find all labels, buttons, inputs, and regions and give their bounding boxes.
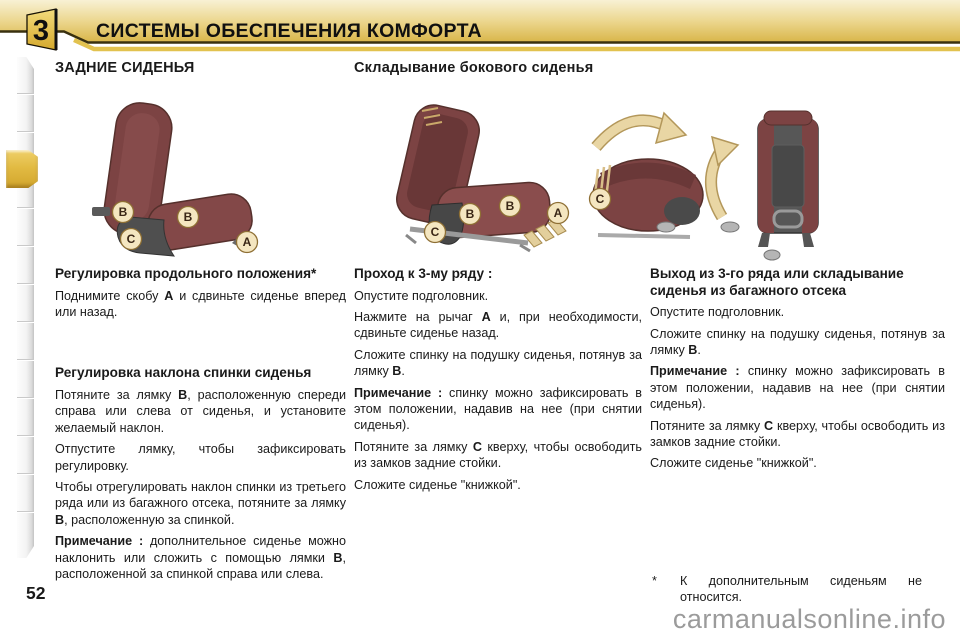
label-letter: C xyxy=(595,192,605,206)
section-title-rear-seats: ЗАДНИЕ СИДЕНЬЯ xyxy=(55,60,195,76)
paragraph: Потяните за лямку В, расположенную спереди справа или слева от сиденья, и установите желаемый наклон. xyxy=(55,388,346,435)
paragraph: Сложите сиденье "книжкой". xyxy=(650,456,817,471)
callout-label xyxy=(548,203,569,224)
sidebar-section-divider xyxy=(17,435,34,436)
figure-seat-side-view xyxy=(92,100,255,256)
text-column-middle xyxy=(354,266,642,498)
callout-label xyxy=(425,222,446,243)
sidebar-section-divider xyxy=(17,245,34,246)
paragraph: Примечание : дополнительное сиденье можно наклонить или сложить с помощью лямки В, расположенной за спинкой справа или слева. xyxy=(55,534,346,582)
callout-label xyxy=(121,229,142,250)
sidebar-section-divider xyxy=(17,321,34,322)
sidebar-section-divider xyxy=(17,207,34,208)
label-letter: C xyxy=(126,232,136,246)
page-number: 52 xyxy=(26,583,46,603)
paragraph: Сложите сиденье "книжкой". xyxy=(354,477,521,492)
page-edge-index-strip xyxy=(17,57,34,558)
label-letter: B xyxy=(465,207,475,221)
seat-figures-illustration xyxy=(70,87,900,265)
section-title-folding-side-seat: Складывание бокового сиденья xyxy=(354,60,594,76)
sidebar-section-divider xyxy=(17,283,34,284)
label-letter: B xyxy=(118,205,128,219)
sidebar-section-divider xyxy=(17,473,34,474)
label-letter: A xyxy=(242,235,252,249)
label-letter: A xyxy=(553,206,563,220)
paragraph: Примечание : спинку можно зафиксировать в этом положении, надавив на нее (при снятии сиденья). xyxy=(650,364,946,412)
footnote xyxy=(650,573,922,606)
callout-label xyxy=(178,207,199,228)
callout-label xyxy=(460,204,481,225)
paragraph: Сложите спинку на подушку сиденья, потянув за лямку В. xyxy=(650,326,945,357)
paragraph: Потяните за лямку С кверху, чтобы освободить из замков задние стойки. xyxy=(354,439,642,471)
paragraph: Опустите подголовник. xyxy=(650,305,785,320)
chapter-header-band xyxy=(0,0,960,54)
sidebar-section-divider xyxy=(17,397,34,398)
paragraph: Сложите спинку на подушку сиденья, потянув за лямку В. xyxy=(354,347,642,379)
figure-seat-folded-flat xyxy=(593,113,703,237)
paragraph: Нажмите на рычаг А и, при необходимости, сдвиньте сиденье назад. xyxy=(354,310,642,341)
label-letter: B xyxy=(183,210,193,224)
spacer xyxy=(55,325,346,365)
label-letter: C xyxy=(430,225,440,239)
subsection-heading: Выход из 3-го ряда или складывание сиденья из багажного отсека xyxy=(650,266,904,298)
subsection-heading: Регулировка продольного положения* xyxy=(55,266,317,281)
paragraph: Чтобы отрегулировать наклон спинки из третьего ряда или из багажного отсека, потяните за лямку В, расположенную за спинкой. xyxy=(55,480,346,527)
figure-seat-folded-upright xyxy=(711,111,818,260)
subsection-heading: Проход к 3-му ряду : xyxy=(354,266,493,281)
paragraph: Поднимите скобу А и сдвиньте сиденье вперед или назад. xyxy=(55,288,346,319)
paragraph: Потяните за лямку С кверху, чтобы освободить из замков задние стойки. xyxy=(650,418,945,450)
text-column-left xyxy=(55,266,346,587)
footnote-text: К дополнительным сиденьям не относится. xyxy=(680,574,922,605)
active-chapter-tab xyxy=(6,150,38,188)
paragraph: Отпустите лямку, чтобы зафиксировать регулировку. xyxy=(55,442,346,473)
callout-label xyxy=(500,196,521,217)
chapter-title: СИСТЕМЫ ОБЕСПЕЧЕНИЯ КОМФОРТА xyxy=(96,20,482,42)
callout-label xyxy=(113,202,134,223)
sidebar-section-divider xyxy=(17,131,34,132)
watermark: carmanualsonline.info xyxy=(672,604,946,634)
sidebar-section-divider xyxy=(17,511,34,512)
subsection-heading: Регулировка наклона спинки сиденья xyxy=(55,365,312,381)
callout-label xyxy=(237,232,258,253)
sidebar-section-divider xyxy=(17,359,34,360)
paragraph: Опустите подголовник. xyxy=(354,288,489,303)
figure-seat-rear-view xyxy=(393,101,566,251)
text-column-right xyxy=(650,266,945,477)
footnote-marker: * xyxy=(652,574,657,588)
paragraph: Примечание : спинку можно зафиксировать в этом положении, надавив на нее (при снятии сиденья). xyxy=(354,385,642,433)
chapter-number: 3 xyxy=(32,15,50,47)
label-letter: B xyxy=(505,199,515,213)
sidebar-section-divider xyxy=(17,93,34,94)
callout-label xyxy=(590,189,611,210)
